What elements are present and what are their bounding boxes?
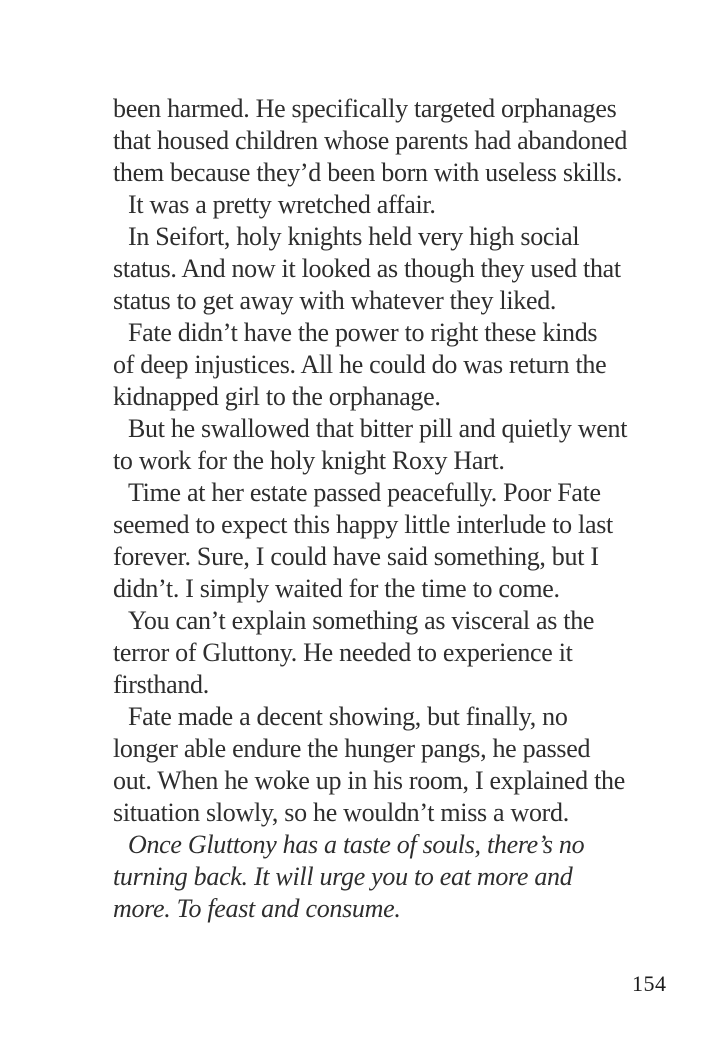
- text-line: seemed to expect this happy little interlude to last: [113, 510, 613, 539]
- text-line: been harmed. He specifically targeted orphanages: [113, 94, 617, 123]
- paragraph: [113, 317, 698, 413]
- text-line: It was a pretty wretched affair.: [128, 190, 436, 219]
- paragraph: [113, 189, 698, 221]
- text-line: more. To feast and consume.: [113, 894, 401, 923]
- text-line: terror of Gluttony. He needed to experience it: [113, 638, 573, 667]
- text-line: Fate made a decent showing, but finally, no: [128, 702, 568, 731]
- paragraph: [113, 605, 698, 701]
- paragraph: [113, 413, 698, 477]
- text-line: out. When he woke up in his room, I explained the: [113, 766, 625, 795]
- text-line: to work for the holy knight Roxy Hart.: [113, 446, 505, 475]
- text-line: situation slowly, so he wouldn’t miss a word.: [113, 798, 569, 827]
- text-line: In Seifort, holy knights held very high social: [128, 222, 580, 251]
- text-line: But he swallowed that bitter pill and quietly went: [128, 414, 628, 443]
- text-line: turning back. It will urge you to eat more and: [113, 862, 573, 891]
- text-line: status to get away with whatever they liked.: [113, 286, 557, 315]
- text-line: Time at her estate passed peacefully. Poor Fate: [128, 478, 601, 507]
- paragraph: [113, 701, 698, 829]
- text-line: status. And now it looked as though they used that: [113, 254, 621, 283]
- page-number: 154: [632, 971, 667, 996]
- paragraph: [113, 93, 698, 189]
- text-line: of deep injustices. All he could do was return the: [113, 350, 607, 379]
- text-line: Fate didn’t have the power to right these kinds: [128, 318, 598, 347]
- text-line: them because they’d been born with useless skills.: [113, 158, 623, 187]
- text-line: longer able endure the hunger pangs, he passed: [113, 734, 591, 763]
- paragraph: [113, 477, 698, 605]
- text-line: that housed children whose parents had abandoned: [113, 126, 628, 155]
- paragraph: [113, 221, 698, 317]
- text-line: didn’t. I simply waited for the time to come.: [113, 574, 560, 603]
- body-text: [113, 93, 698, 925]
- text-line: firsthand.: [113, 670, 209, 699]
- text-line: Once Gluttony has a taste of souls, there’s no: [128, 830, 585, 859]
- text-line: kidnapped girl to the orphanage.: [113, 382, 441, 411]
- paragraph: [113, 829, 698, 925]
- text-line: You can’t explain something as visceral as the: [128, 606, 595, 635]
- text-line: forever. Sure, I could have said something, but I: [113, 542, 599, 571]
